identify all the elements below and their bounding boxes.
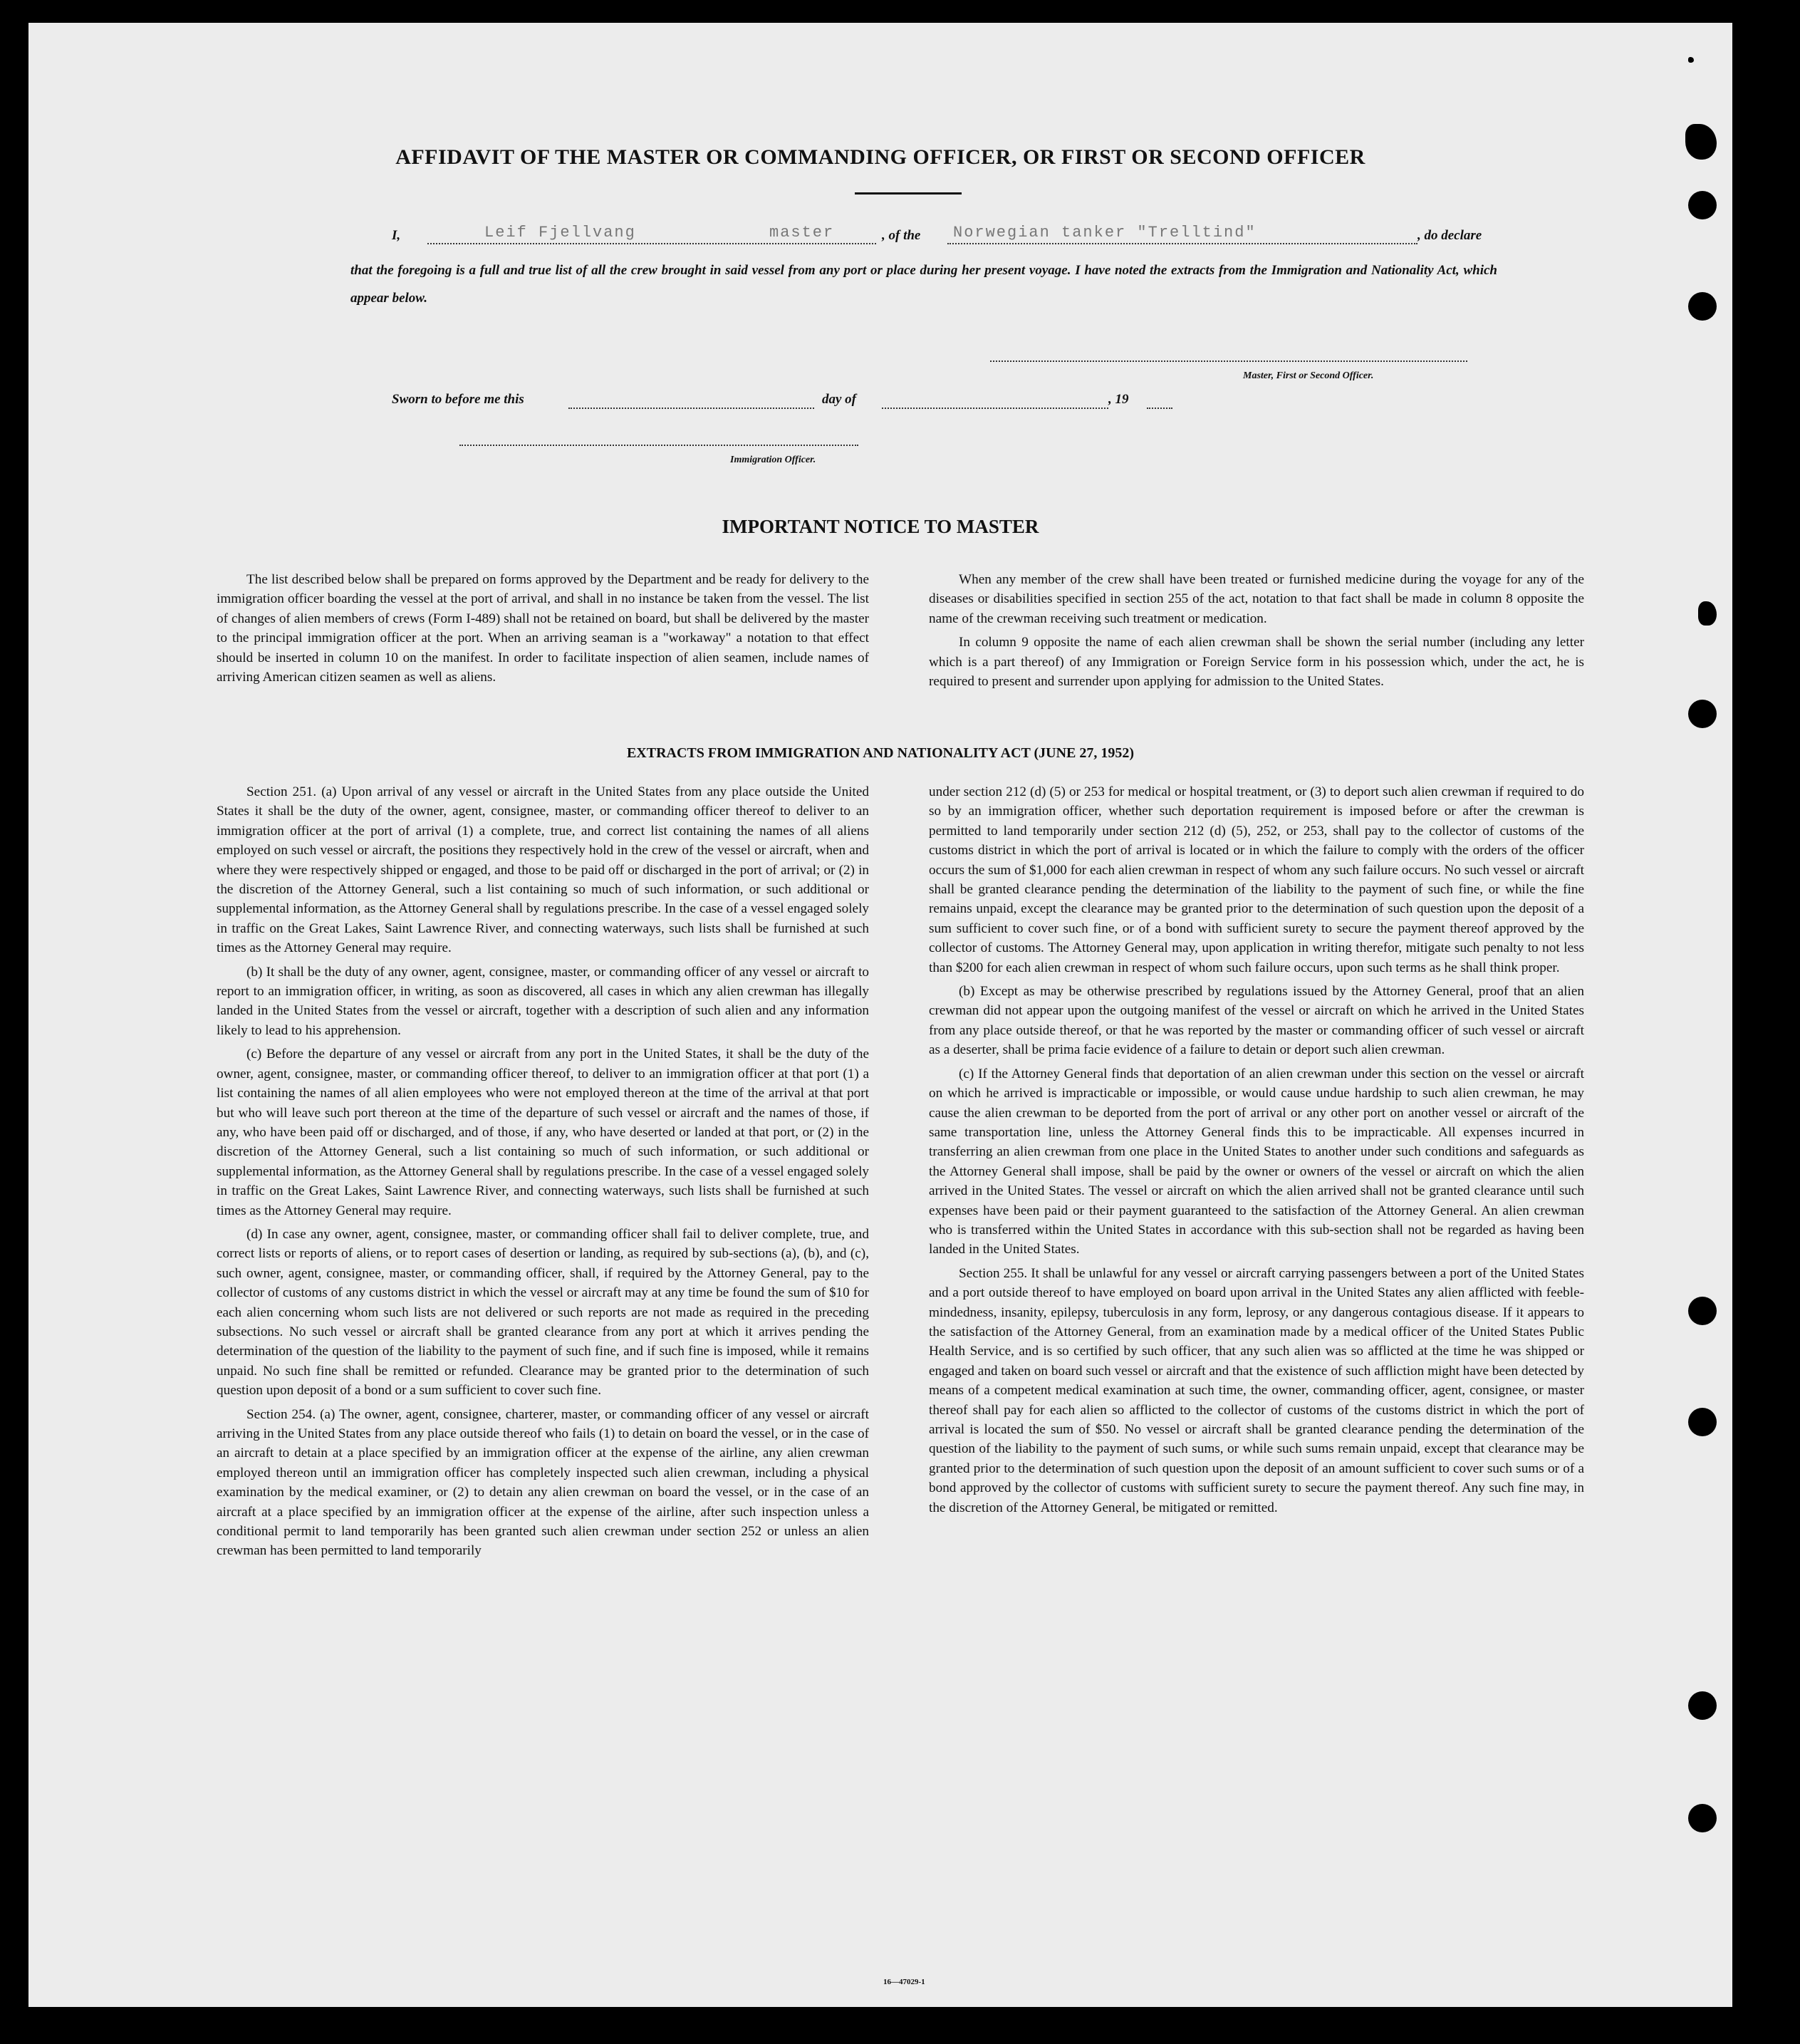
master-signature-caption: Master, First or Second Officer. <box>1243 370 1374 381</box>
notice-left-column <box>217 570 869 691</box>
extract-paragraph: Section 254. (a) The owner, agent, consignee, charterer, master, or commanding officer of any vessel or aircraft arriving in the United States from any place outside thereof who fails (1) to detain on board the vessel, or in the case of an aircraft to detain at a place specified by an immigration officer at the expense of the airline, any alien crewman employed thereon until an immigration officer has completely inspected such alien crewman, including a physical examination by the medical examiner, or (2) to detain any alien crewman on board the vessel, or in the case of an aircraft at a place specified by an immigration officer at the expense of the airline, after such inspection unless a conditional permit to land temporarily has been granted such alien crewman under section 252 or unless an alien crewman has been permitted to land temporarily <box>217 1406 869 1559</box>
title-underline <box>855 192 962 194</box>
sworn-label: Sworn to before me this <box>392 392 524 407</box>
master-signature-line <box>990 360 1467 362</box>
declarant-name-field[interactable]: Leif Fjellvang <box>484 224 636 242</box>
form-code: 16—47029-1 <box>883 1978 925 1986</box>
punch-hole <box>1688 292 1717 321</box>
declarant-prefix: I, <box>392 228 401 243</box>
vessel-line <box>947 243 1417 244</box>
do-declare-label: , do declare <box>1417 228 1482 243</box>
torn-corner-mark <box>1688 57 1694 63</box>
punch-hole <box>1688 1408 1717 1436</box>
extract-paragraph: Section 251. (a) Upon arrival of any vessel or aircraft in the United States from any place outside the United States it shall be the duty of the owner, agent, consignee, master, or commanding officer thereof to deliver to an immigration officer at the port of arrival (1) a complete, true, and correct list containing the names of all aliens employed on such vessel or aircraft, the positions they respectively hold in the crew of the vessel or aircraft, when and where they were respectively shipped or engaged, and those to be paid off or discharged in the port of arrival; or (2) in the discretion of the Attorney General, such a list containing so much of such information, or such additional or supplemental information, as the Attorney General shall by regulations prescribe. In the case of a vessel engaged solely in traffic on the Great Lakes, Saint Lawrence River, and connecting waterways, such lists shall be furnished at such times as the Attorney General may require. <box>217 784 869 956</box>
punch-hole <box>1698 601 1717 626</box>
affidavit-statement: that the foregoing is a full and true list of all the crew brought in said vessel from any port or place during her present voyage. I have noted the extracts from the Immigration and Nationality Act, which appear below. <box>350 263 1497 306</box>
extracts-title: EXTRACTS FROM IMMIGRATION AND NATIONALITY ACT (JUNE 27, 1952) <box>626 745 1135 761</box>
officer-signature-line <box>459 445 858 446</box>
declarant-name-line <box>427 243 876 244</box>
extract-paragraph: (b) Except as may be otherwise prescribed by regulations issued by the Attorney General, proof that an alien crewman did not appear upon the outgoing manifest of the vessel or aircraft on which he arrived in the United States from any place outside thereof, or that he was reported by the master or commanding officer of such vessel or aircraft as a deserter, shall be prima facie evidence of a failure to detain or deport such alien crewman. <box>929 984 1584 1058</box>
extract-paragraph: (c) If the Attorney General finds that deportation of an alien crewman under this section on the vessel or aircraft on which he arrived is impracticable or impossible, or would cause undue hardship to such alien crewman, he may cause the alien crewman to be deported from the port of arrival or any other port on another vessel or aircraft of the same transportation line, unless the Attorney General finds this to be impracticable. All expenses incurred in transferring an alien crewman from one place in the United States to another under such conditions and safeguards as the Attorney General shall impose, shall be paid by the owner or owners of the vessel or aircraft on which the alien arrived in the United States. The vessel or aircraft on which the alien arrived shall not be granted clearance until such expenses have been paid or their payment guaranteed to the satisfaction of the Attorney General. An alien crewman who is transferred within the United States in accordance with this sub-section shall not be regarded as having been landed in the United States. <box>929 1066 1584 1257</box>
extracts-right-column <box>929 782 1584 1522</box>
punch-hole <box>1688 191 1717 219</box>
punch-hole <box>1688 1297 1717 1325</box>
officer-caption: Immigration Officer. <box>730 455 816 465</box>
notice-right-column <box>929 570 1584 695</box>
vessel-field[interactable]: Norwegian tanker "Trelltind" <box>953 224 1257 242</box>
extract-paragraph: (d) In case any owner, agent, consignee, master, or commanding officer shall fail to deliver complete, true, and correct lists or reports of aliens, or to report cases of desertion or landing, as required by sub-sections (a), (b), and (c), such owner, agent, consignee, master, or commanding officer, shall, if required by the Attorney General, pay to the collector of customs of any customs district in which the vessel or aircraft may at any time be found the sum of $10 for each alien concerning whom such lists are not delivered or such reports are not made as required in the preceding subsections. No such vessel or aircraft shall be granted clearance from any port at which it arrives pending the determination of the question of the liability to the payment of such fine, and if such fine is imposed, while it remains unpaid. No such fine shall be remitted or refunded. Clearance may be granted prior to the determination of such question upon deposit of a bond or a sum sufficient to cover such fine. <box>217 1226 869 1399</box>
sworn-year-line <box>1147 408 1172 409</box>
extract-paragraph: (c) Before the departure of any vessel or aircraft from any port in the United States, it shall be the duty of the owner, agent, consignee, master, or commanding officer thereof, to deliver to an immigration officer at that port (1) a list containing the names of all alien employees who were not employed thereon at the time of the arrival at that port but who will leave such port thereon at the time of the departure of such vessel or aircraft and the names of those, if any, who have been paid off or discharged, and of those, if any, who have deserted or landed at that port, or (2) in the discretion of the Attorney General, such a list containing so much of such information, or such additional or supplemental information, as the Attorney General shall by regulations prescribe. In the case of a vessel engaged solely in traffic on the Great Lakes, Saint Lawrence River, and connecting waterways, such lists shall be furnished at such times as the Attorney General may require. <box>217 1047 869 1218</box>
punch-hole <box>1688 1804 1717 1832</box>
notice-paragraph: In column 9 opposite the name of each alien crewman shall be shown the serial number (including any letter which is a part thereof) of any Immigration or Foreign Service form in his possession which, under the act, he is required to present and surrender upon applying for admission to the United States. <box>929 635 1584 690</box>
punch-hole <box>1688 1691 1717 1720</box>
extracts-left-column <box>217 782 869 1565</box>
day-of-label: day of <box>822 392 857 407</box>
extract-paragraph: Section 255. It shall be unlawful for any vessel or aircraft carrying passengers between a port of the United States and a port outside thereof to have employed on board upon arrival in the United States any alien afflicted with feeble-mindedness, insanity, epilepsy, tuberculosis in any form, leprosy, or any dangerous contagious disease. If it appears to the satisfaction of the Attorney General, from an examination made by a medical officer of the United States Public Health Service, and is so certified by such officer, that any such alien was so afflicted at the time he was shipped or engaged and taken on board such vessel or aircraft and that the existence of such affliction might have been detected by means of a competent medical examination at such time, the owner, commanding officer, agent, consignee, or master thereof shall pay for each alien so afflicted to the collector of customs of the customs district in which the port of arrival is located the sum of $50. No vessel or aircraft shall be granted clearance pending the determination of the question of the liability to the payment of such sums, or while such sums remain unpaid, except that clearance may be granted prior to the determination of such question upon the deposit of an amount sufficient to cover such sums or of a bond approved by the collector of customs with sufficient surety to secure the payment thereof. Any such fine may, in the discretion of the Attorney General, be mitigated or remitted. <box>929 1265 1584 1515</box>
extract-paragraph: under section 212 (d) (5) or 253 for medical or hospital treatment, or (3) to deport such alien crewman if required to do so by an immigration officer, whether such deportation requirement is imposed before or after the crewman is permitted to land temporarily under section 212 (d) (5), 252, or 253, shall pay to the collector of customs of the customs district in which the port of arrival is located or in which the failure to comply with the orders of the officer occurs the sum of $1,000 for each alien crewman in respect of whom any such failure occurs. No such vessel or aircraft shall be granted clearance pending the determination of the liability to the payment of such fine, or while the fine remains unpaid, except the clearance may be granted prior to the determination of such question upon the deposit of a sum sufficient to cover such fine, or of a bond with sufficient surety to secure the payment thereof approved by the collector of customs. The Attorney General may, upon application in writing therefor, mitigate such penalty to not less than $200 for each alien crewman in respect of whom such failure occurs, upon such terms as he shall think proper. <box>929 784 1584 975</box>
affidavit-title: AFFIDAVIT OF THE MASTER OR COMMANDING OFFICER, OR FIRST OR SECOND OFFICER <box>395 145 1365 169</box>
document-page <box>28 23 1732 2007</box>
year-label: , 19 <box>1108 392 1129 407</box>
sworn-day-line <box>568 408 814 409</box>
sworn-month-line <box>882 408 1108 409</box>
notice-paragraph: When any member of the crew shall have been treated or furnished medicine during the voyage for any of the diseases or disabilities specified in section 255 of the act, notation to that fact shall be made in column 8 opposite the name of the crewman receiving such treatment or medication. <box>929 572 1584 626</box>
of-the-label: , of the <box>882 228 921 243</box>
notice-title: IMPORTANT NOTICE TO MASTER <box>722 516 1039 537</box>
declarant-role-field[interactable]: master <box>769 224 835 242</box>
extract-paragraph: (b) It shall be the duty of any owner, agent, consignee, master, or commanding officer of any vessel or aircraft to report to an immigration officer, in writing, as soon as discovered, all cases in which any alien crewman has illegally landed in the United States from the vessel or aircraft, together with a description of such alien and any information likely to lead to his apprehension. <box>217 964 869 1038</box>
punch-hole <box>1688 700 1717 728</box>
notice-paragraph: The list described below shall be prepared on forms approved by the Department and be ready for delivery to the immigration officer boarding the vessel at the port of arrival, and shall in no instance be taken from the vessel. The list of changes of alien members of crews (Form I-489) shall not be retained on board, but shall be delivered by the master to the principal immigration officer at the port. When an arriving seaman is a "workaway" a notation to that effect should be inserted in column 10 on the manifest. In order to facilitate inspection of alien seamen, include names of arriving American citizen seamen as well as aliens. <box>217 572 869 685</box>
